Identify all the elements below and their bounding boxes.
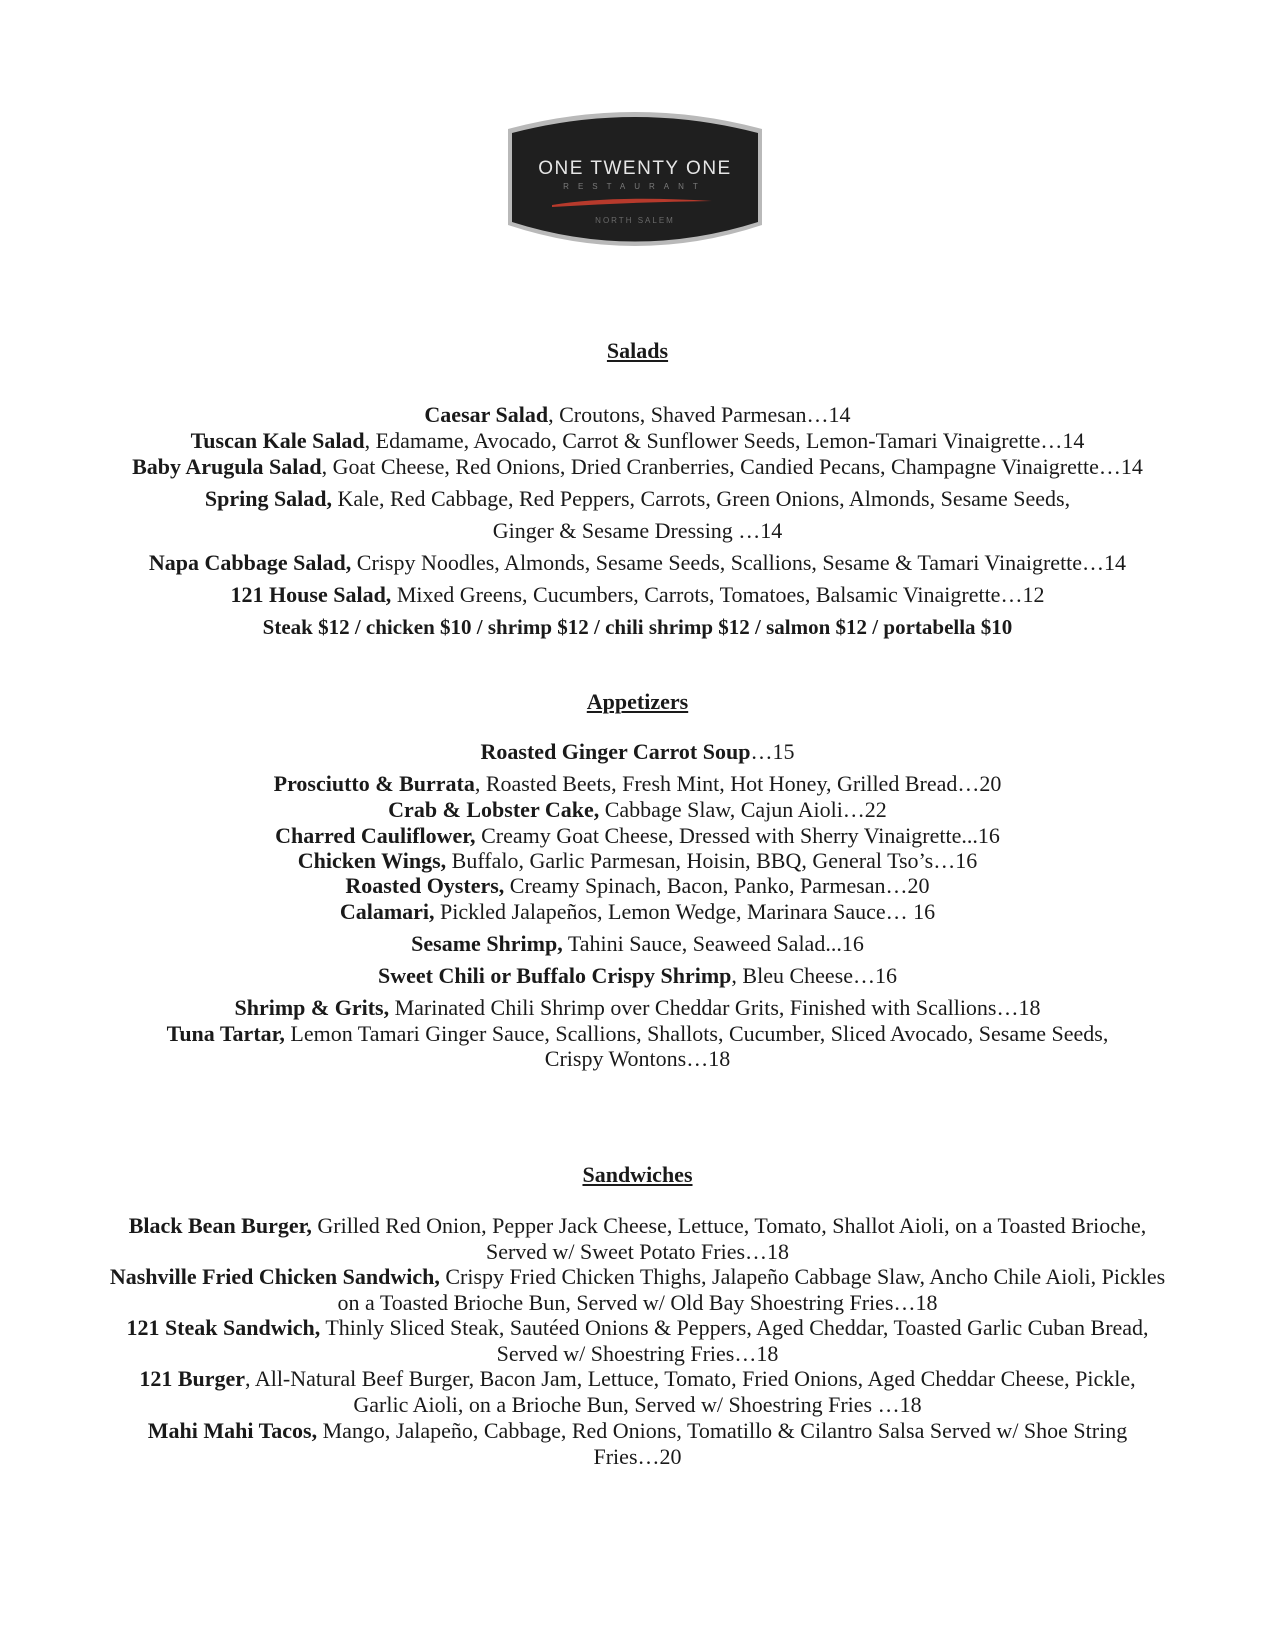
menu-item-continuation: Garlic Aioli, on a Brioche Bun, Served w/ Shoestring Fries …18 [353, 1392, 922, 1417]
logo-location-text: NORTH SALEM [595, 216, 675, 225]
restaurant-logo [504, 107, 766, 260]
item-description: …15 [750, 739, 795, 764]
item-description: Kale, Red Cabbage, Red Peppers, Carrots, Green Onions, Almonds, Sesame Seeds, [332, 486, 1071, 511]
menu-item [40, 1315, 1235, 1341]
menu-item [40, 1264, 1235, 1290]
item-name: Shrimp & Grits, [234, 995, 390, 1020]
item-description: Mixed Greens, Cucumbers, Carrots, Tomatoes, Balsamic Vinaigrette…12 [391, 582, 1045, 607]
menu-item [40, 1418, 1235, 1444]
appetizers-heading: Appetizers [586, 689, 689, 714]
item-name: Black Bean Burger, [128, 1213, 312, 1238]
item-name: Sweet Chili or Buffalo Crispy Shrimp [377, 963, 732, 988]
menu-item [40, 486, 1235, 512]
item-name: Mahi Mahi Tacos, [147, 1418, 318, 1443]
logo-subtitle-text: RESTAURANT [563, 182, 707, 191]
logo-name-text: ONE TWENTY ONE [538, 158, 732, 179]
item-description: , All-Natural Beef Burger, Bacon Jam, Lettuce, Tomato, Fried Onions, Aged Cheddar Cheese, Pickle, [245, 1366, 1136, 1391]
salad-addons: Steak $12 / chicken $10 / shrimp $12 / chili shrimp $12 / salmon $12 / portabella $10 [262, 615, 1013, 639]
item-name: 121 Burger [139, 1366, 246, 1391]
item-description: Creamy Goat Cheese, Dressed with Sherry Vinaigrette...16 [475, 823, 1000, 848]
item-description: Crispy Fried Chicken Thighs, Jalapeño Cabbage Slaw, Ancho Chile Aioli, Pickles [439, 1264, 1166, 1289]
item-name: Baby Arugula Salad [132, 454, 322, 479]
item-description: Cabbage Slaw, Cajun Aioli…22 [599, 797, 887, 822]
item-name: Nashville Fried Chicken Sandwich, [109, 1264, 440, 1289]
item-description: Thinly Sliced Steak, Sautéed Onions & Peppers, Aged Cheddar, Toasted Garlic Cuban Bread, [320, 1315, 1149, 1340]
menu-item [40, 995, 1235, 1021]
item-name: Tuscan Kale Salad [190, 428, 365, 453]
menu-item [40, 797, 1235, 823]
item-name: Chicken Wings, [297, 848, 447, 873]
item-description: Mango, Jalapeño, Cabbage, Red Onions, Tomatillo & Cilantro Salsa Served w/ Shoe String [317, 1418, 1128, 1443]
menu-item-continuation: Crispy Wontons…18 [544, 1046, 731, 1071]
menu-item [40, 823, 1235, 849]
menu-item [40, 1021, 1235, 1047]
menu-item [40, 873, 1235, 899]
menu-item [40, 582, 1235, 608]
menu-item [40, 848, 1235, 874]
menu-item [40, 963, 1235, 989]
item-name: Calamari, [339, 899, 435, 924]
item-name: Caesar Salad [424, 402, 549, 427]
item-description: , Croutons, Shaved Parmesan…14 [548, 402, 851, 427]
item-name: Roasted Ginger Carrot Soup [480, 739, 751, 764]
menu-item-continuation: on a Toasted Brioche Bun, Served w/ Old Bay Shoestring Fries…18 [337, 1290, 938, 1315]
menu-item [40, 428, 1235, 454]
sandwiches-heading: Sandwiches [582, 1162, 693, 1187]
menu-item [40, 1213, 1235, 1239]
menu-item [40, 454, 1235, 480]
item-description: Lemon Tamari Ginger Sauce, Scallions, Shallots, Cucumber, Sliced Avocado, Sesame Seeds, [284, 1021, 1109, 1046]
item-name: Spring Salad, [204, 486, 333, 511]
item-description: Creamy Spinach, Bacon, Panko, Parmesan…20 [504, 873, 930, 898]
item-description: Buffalo, Garlic Parmesan, Hoisin, BBQ, General Tso’s…16 [446, 848, 978, 873]
item-name: Prosciutto & Burrata [273, 771, 475, 796]
menu-item-continuation: Served w/ Sweet Potato Fries…18 [485, 1239, 790, 1264]
menu-item [40, 771, 1235, 797]
item-description: , Bleu Cheese…16 [731, 963, 898, 988]
item-description: Tahini Sauce, Seaweed Salad...16 [562, 931, 864, 956]
item-description: Grilled Red Onion, Pepper Jack Cheese, Lettuce, Tomato, Shallot Aioli, on a Toasted Brioche, [311, 1213, 1147, 1238]
item-name: Charred Cauliflower, [275, 823, 476, 848]
menu-item-continuation: Served w/ Shoestring Fries…18 [496, 1341, 779, 1366]
menu-item [40, 550, 1235, 576]
menu-item [40, 402, 1235, 428]
item-name: Crab & Lobster Cake, [388, 797, 600, 822]
item-name: Sesame Shrimp, [411, 931, 563, 956]
item-description: Pickled Jalapeños, Lemon Wedge, Marinara Sauce… 16 [434, 899, 936, 924]
menu-item-continuation: Ginger & Sesame Dressing …14 [492, 518, 783, 543]
menu-item [40, 931, 1235, 957]
item-description: , Roasted Beets, Fresh Mint, Hot Honey, Grilled Bread…20 [474, 771, 1002, 796]
menu-item [40, 739, 1235, 765]
item-name: Napa Cabbage Salad, [148, 550, 352, 575]
item-description: , Goat Cheese, Red Onions, Dried Cranberries, Candied Pecans, Champagne Vinaigrette…14 [321, 454, 1143, 479]
menu-item [40, 899, 1235, 925]
item-description: Crispy Noodles, Almonds, Sesame Seeds, Scallions, Sesame & Tamari Vinaigrette…14 [351, 550, 1127, 575]
item-name: Tuna Tartar, [166, 1021, 285, 1046]
item-name: 121 House Salad, [230, 582, 392, 607]
menu-item-continuation: Fries…20 [593, 1444, 682, 1469]
item-name: Roasted Oysters, [345, 873, 505, 898]
item-name: 121 Steak Sandwich, [126, 1315, 321, 1340]
salads-heading: Salads [606, 338, 669, 363]
item-description: , Edamame, Avocado, Carrot & Sunflower Seeds, Lemon-Tamari Vinaigrette…14 [364, 428, 1085, 453]
menu-item [40, 1366, 1235, 1392]
item-description: Marinated Chili Shrimp over Cheddar Grits, Finished with Scallions…18 [389, 995, 1041, 1020]
